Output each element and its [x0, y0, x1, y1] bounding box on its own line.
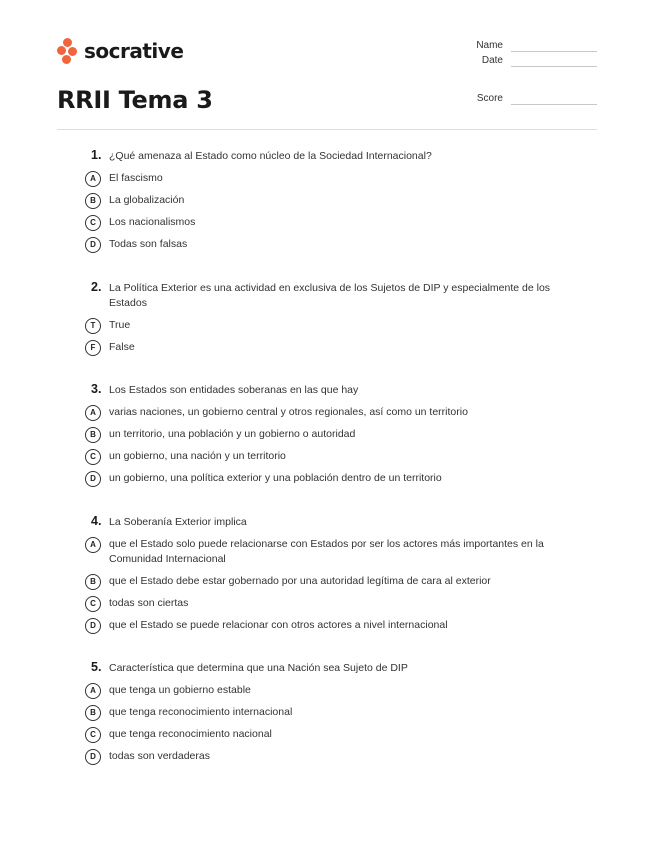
question-3: [85, 383, 590, 486]
answer-option[interactable]: [85, 449, 590, 464]
date-line: [511, 66, 597, 67]
answer-bubble-d[interactable]: D: [85, 471, 101, 487]
answer-bubble-d[interactable]: D: [85, 237, 101, 253]
answer-text: que tenga un gobierno estable: [109, 684, 251, 696]
answer-text: Todas son falsas: [109, 238, 188, 250]
name-line: [511, 51, 597, 52]
answer-bubble-b[interactable]: B: [85, 193, 101, 209]
socrative-logo-icon: [57, 38, 79, 64]
answer-option[interactable]: [85, 537, 590, 567]
answer-bubble-c[interactable]: C: [85, 596, 101, 612]
question-text: La Política Exterior es una actividad en exclusiva de los Sujetos de DIP y especialmente de los Estados: [109, 282, 551, 309]
question-5: [85, 661, 590, 764]
answer-option[interactable]: [85, 340, 590, 355]
date-field[interactable]: [397, 55, 597, 69]
date-label: Date: [481, 55, 503, 66]
name-field[interactable]: [397, 40, 597, 54]
question-header: [85, 149, 590, 164]
answer-bubble-a[interactable]: A: [85, 171, 101, 187]
question-4: [85, 515, 590, 633]
answer-text: varias naciones, un gobierno central y otros regionales, así como un territorio: [109, 406, 468, 418]
answer-bubble-true[interactable]: T: [85, 318, 101, 334]
answer-text: un territorio, una población y un gobierno o autoridad: [109, 428, 356, 440]
answer-bubble-a[interactable]: A: [85, 537, 101, 553]
answer-option[interactable]: [85, 171, 590, 186]
answer-bubble-a[interactable]: A: [85, 405, 101, 421]
score-label: Score: [476, 93, 503, 104]
answer-option[interactable]: [85, 727, 590, 742]
answer-text: que el Estado solo puede relacionarse con Estados por ser los actores más importantes en la Comunidad Internacional: [109, 538, 544, 565]
answer-bubble-d[interactable]: D: [85, 749, 101, 765]
score-field[interactable]: [397, 93, 597, 107]
answer-option[interactable]: [85, 405, 590, 420]
answer-option[interactable]: [85, 193, 590, 208]
question-2: [85, 281, 590, 355]
question-number: 1.: [91, 148, 102, 162]
header-divider: [57, 129, 597, 130]
answer-text: que el Estado debe estar gobernado por una autoridad legítima de cara al exterior: [109, 575, 491, 587]
answer-option[interactable]: [85, 471, 590, 486]
answer-bubble-d[interactable]: D: [85, 618, 101, 634]
answer-option[interactable]: [85, 705, 590, 720]
page-title: RRII Tema 3: [57, 86, 213, 114]
answer-bubble-c[interactable]: C: [85, 449, 101, 465]
answer-bubble-false[interactable]: F: [85, 340, 101, 356]
answer-option[interactable]: [85, 618, 590, 633]
question-header: [85, 281, 590, 311]
socrative-logo: [57, 36, 183, 66]
question-header: [85, 383, 590, 398]
answer-option[interactable]: [85, 683, 590, 698]
question-header: [85, 661, 590, 676]
answer-option[interactable]: [85, 318, 590, 333]
question-1: [85, 149, 590, 252]
answer-option[interactable]: [85, 215, 590, 230]
answer-text: un gobierno, una nación y un territorio: [109, 450, 286, 462]
name-label: Name: [476, 40, 503, 51]
question-number: 3.: [91, 382, 102, 396]
answer-text: Los nacionalismos: [109, 216, 196, 228]
answer-text: El fascismo: [109, 172, 163, 184]
answer-bubble-c[interactable]: C: [85, 215, 101, 231]
question-text: La Soberanía Exterior implica: [109, 516, 247, 528]
answer-text: un gobierno, una política exterior y una población dentro de un territorio: [109, 472, 442, 484]
question-header: [85, 515, 590, 530]
answer-option[interactable]: [85, 749, 590, 764]
answer-option[interactable]: [85, 427, 590, 442]
answer-text: todas son ciertas: [109, 597, 189, 609]
answer-bubble-b[interactable]: B: [85, 574, 101, 590]
question-number: 4.: [91, 514, 102, 528]
question-text: Característica que determina que una Nación sea Sujeto de DIP: [109, 662, 408, 674]
answer-bubble-b[interactable]: B: [85, 427, 101, 443]
answer-bubble-c[interactable]: C: [85, 727, 101, 743]
header: [57, 36, 597, 126]
question-text: ¿Qué amenaza al Estado como núcleo de la Sociedad Internacional?: [109, 150, 432, 162]
answer-option[interactable]: [85, 574, 590, 589]
answer-text: que tenga reconocimiento nacional: [109, 728, 272, 740]
answer-bubble-a[interactable]: A: [85, 683, 101, 699]
logo-text: socrative: [84, 39, 184, 63]
question-number: 2.: [91, 280, 102, 294]
score-line: [511, 104, 597, 105]
answer-text: True: [109, 319, 131, 331]
answer-option[interactable]: [85, 237, 590, 252]
answer-option[interactable]: [85, 596, 590, 611]
answer-text: False: [109, 341, 135, 353]
question-number: 5.: [91, 660, 102, 674]
answer-bubble-b[interactable]: B: [85, 705, 101, 721]
question-text: Los Estados son entidades soberanas en las que hay: [109, 384, 359, 396]
answer-text: La globalización: [109, 194, 185, 206]
answer-text: que tenga reconocimiento internacional: [109, 706, 293, 718]
answer-text: todas son verdaderas: [109, 750, 210, 762]
answer-text: que el Estado se puede relacionar con otros actores a nivel internacional: [109, 619, 448, 631]
